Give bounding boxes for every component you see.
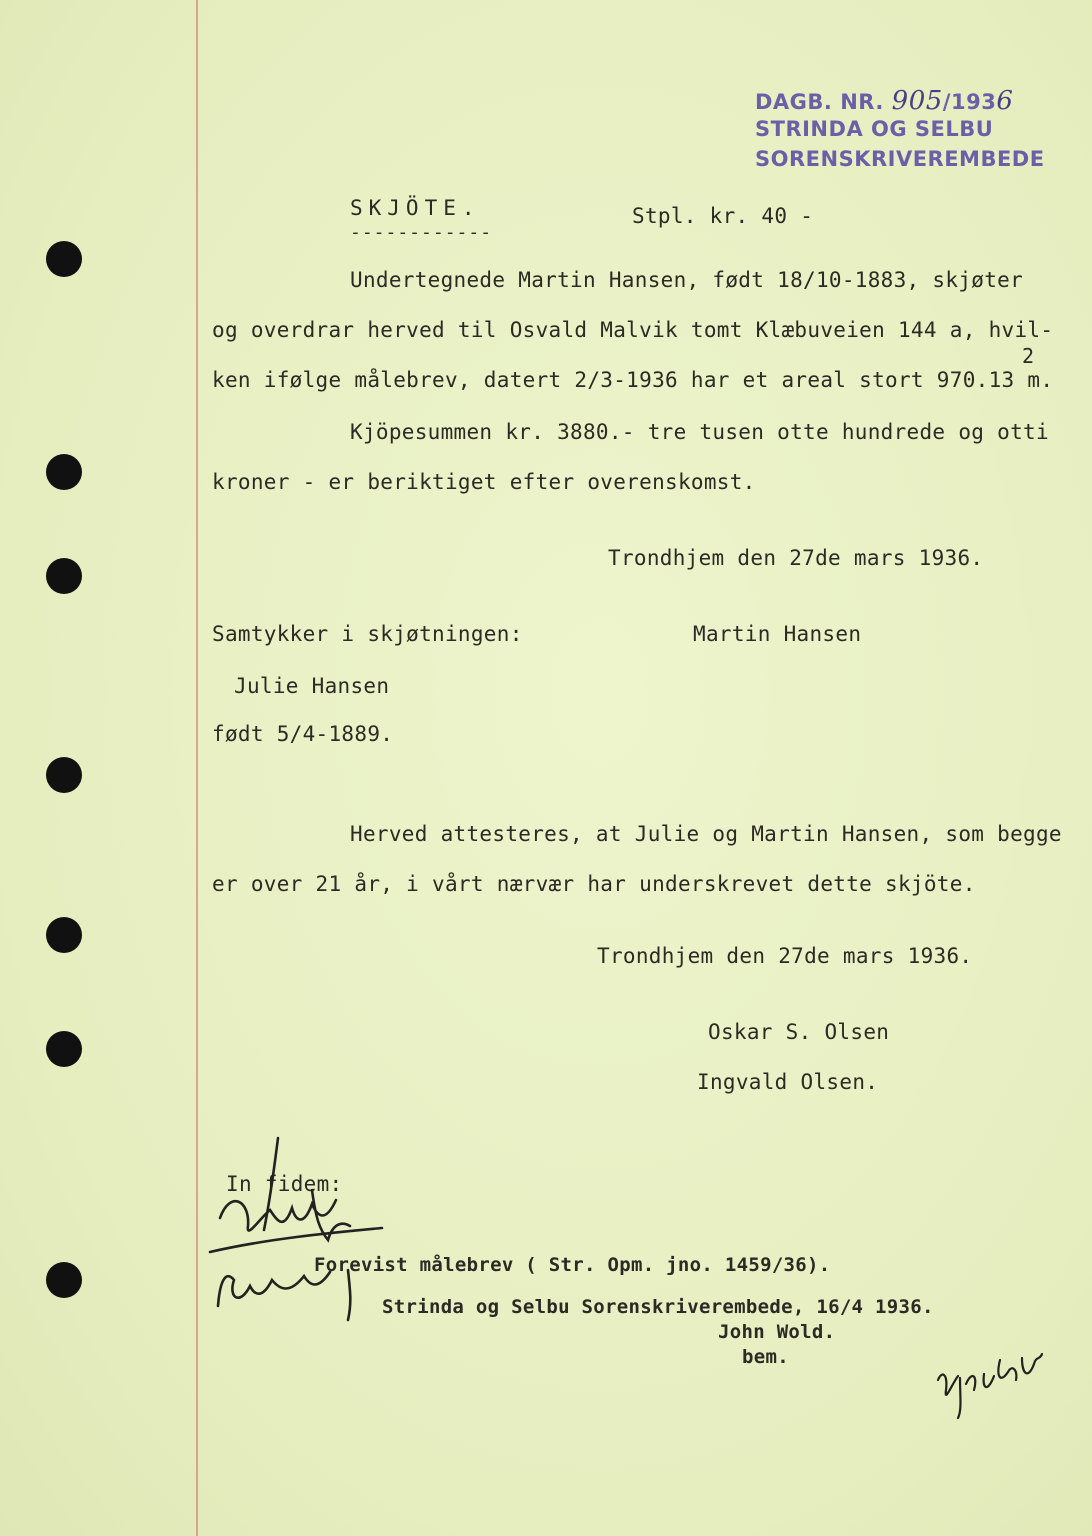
stamp-line-3: SORENSKRIVEREMBEDE: [755, 147, 1045, 171]
stamp-fee: Stpl. kr. 40 -: [632, 204, 814, 228]
stamp-dagb-year-hand: 6: [996, 86, 1014, 116]
witness-name: Oskar S. Olsen: [708, 1020, 890, 1044]
body-line: og overdrar herved til Osvald Malvik tomt Klæbuveien 144 a, hvil-: [212, 318, 1054, 342]
stamp-dagb-year: /193: [942, 90, 997, 114]
footer-abbrev: bem.: [742, 1346, 789, 1368]
stamp-dagb-line: [755, 86, 1013, 116]
stamp-dagb-number: 905: [891, 86, 943, 116]
witness-name: Ingvald Olsen.: [697, 1070, 879, 1094]
consent-born: født 5/4-1889.: [212, 722, 394, 746]
body-line: ken ifølge målebrev, datert 2/3-1936 har et areal stort 970.13 m.: [212, 368, 1054, 392]
document-title: SKJÖTE.: [350, 196, 481, 220]
punch-hole: [46, 558, 82, 594]
footer-line: Forevist målebrev ( Str. Opm. jno. 1459/36).: [314, 1254, 831, 1276]
date-line: Trondhjem den 27de mars 1936.: [608, 546, 984, 570]
footer-line: Strinda og Selbu Sorenskriverembede, 16/4 1936.: [382, 1296, 934, 1318]
punch-hole: [46, 1262, 82, 1298]
body-line: Kjöpesummen kr. 3880.- tre tusen otte hundrede og otti: [350, 420, 1049, 444]
signature-image: [200, 1130, 390, 1330]
consent-name: Julie Hansen: [234, 674, 390, 698]
body-line: Undertegnede Martin Hansen, født 18/10-1883, skjøter: [350, 268, 1024, 292]
attestation-line: Herved attesteres, at Julie og Martin Hansen, som begge: [350, 822, 1062, 846]
superscript-2: 2: [1022, 344, 1035, 368]
stamp-line-2: STRINDA OG SELBU: [755, 117, 994, 141]
punch-hole: [46, 757, 82, 793]
attestation-line: er over 21 år, i vårt nærvær har underskrevet dette skjöte.: [212, 872, 976, 896]
punch-hole: [46, 241, 82, 277]
in-fidem-label: In fidem:: [226, 1172, 343, 1196]
body-line: kroner - er beriktiget efter overenskomst.: [212, 470, 756, 494]
margin-line: [196, 0, 198, 1536]
seller-name: Martin Hansen: [693, 622, 862, 646]
initials-signature: [930, 1340, 1050, 1420]
title-underline: ------------: [350, 222, 493, 243]
punch-hole: [46, 1031, 82, 1067]
stamp-dagb-label: DAGB. NR.: [755, 90, 884, 114]
punch-hole: [46, 454, 82, 490]
footer-signer: John Wold.: [718, 1321, 836, 1343]
punch-hole: [46, 917, 82, 953]
date-line: Trondhjem den 27de mars 1936.: [597, 944, 973, 968]
consent-label: Samtykker i skjøtningen:: [212, 622, 523, 646]
